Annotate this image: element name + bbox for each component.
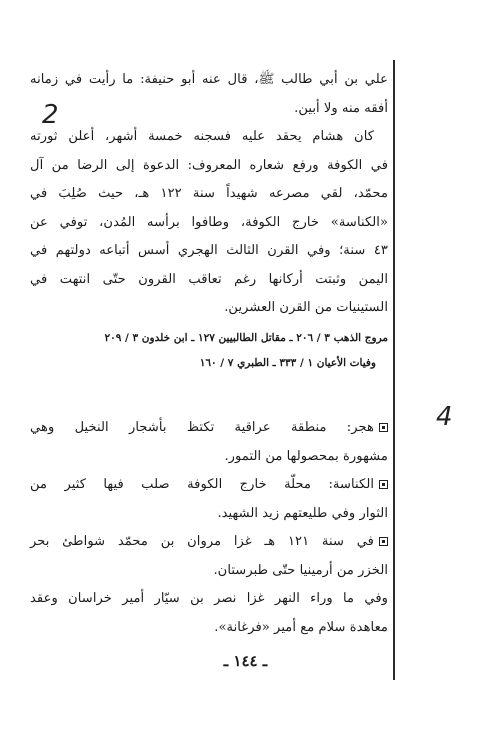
note-line: في سنة ١٢١ هـ غزا مروان بن محمّد شواطئ بحر bbox=[30, 528, 388, 557]
note-line: معاهدة سلام مع أمير «فرغانة». bbox=[214, 619, 388, 635]
square-bullet-icon bbox=[379, 423, 388, 432]
paragraph-line: اليمن وثبتت أركانها رغم تعاقب القرون حتّى انتهت في bbox=[30, 271, 388, 287]
notes-block bbox=[30, 414, 388, 642]
intro-line: أفقه منه ولا أبين. bbox=[294, 100, 388, 116]
references-block bbox=[40, 326, 388, 376]
note-line: هجر: منطقة عراقية تكتظ بأشجار النخيل وهي bbox=[30, 414, 388, 443]
paragraph-line: ٤٣ سنة؛ وفي القرن الثالث الهجري أسس أتباعه دولتهم في bbox=[30, 243, 388, 258]
note-line: مشهورة بمحصولها من التمور. bbox=[224, 448, 388, 464]
page-number: ـ ١٤٤ ـ bbox=[223, 652, 268, 670]
paragraph-line: كان هشام يحقد عليه فسجنه خمسة أشهر، أعلن ثورته bbox=[30, 129, 374, 144]
paragraph-line: الستينيات من القرن العشرين. bbox=[224, 300, 388, 315]
note-line: وفي ما وراء النهر غزا نصر بن سيّار أمير خراسان وعقد bbox=[30, 591, 388, 606]
square-bullet-icon bbox=[379, 537, 388, 546]
main-text-block bbox=[30, 66, 388, 323]
note-line: الخزر من أرمينيا حتّى طبرستان. bbox=[213, 562, 388, 578]
paragraph-line: «الكناسة» خارج الكوفة، وطافوا برأسه المُدن، توفي عن bbox=[30, 214, 388, 230]
margin-rule bbox=[393, 60, 395, 680]
square-bullet-icon bbox=[379, 480, 388, 489]
reference-line: مروج الذهب ٣ / ٢٠٦ ـ مقاتل الطالبيين ١٢٧ ـ ابن خلدون ٣ / ٢٠٩ bbox=[104, 332, 388, 344]
margin-mark-top: 2 bbox=[42, 100, 59, 130]
paragraph-line: محمّد، لقي مصرعه شهيداً سنة ١٢٢ هـ، حيث صُلِبَ في bbox=[30, 186, 389, 201]
note-line: الثوار وفي طليعتهم زيد الشهيد. bbox=[217, 505, 388, 521]
reference-line: وفيات الأعيان ١ / ٣٣٣ ـ الطبري ٧ / ١٦٠ bbox=[199, 357, 376, 369]
note-line: الكناسة: محلّة خارج الكوفة صلب فيها كثير من bbox=[30, 471, 388, 500]
intro-line: علي بن أبي طالب ﷺ، قال عنه أبو حنيفة: ما رأيت في زمانه bbox=[30, 72, 388, 87]
margin-mark-bottom: 4 bbox=[436, 402, 453, 432]
paragraph-line: في الكوفة ورفع شعاره المعروف: الدعوة إلى الرضا من آل bbox=[30, 157, 388, 173]
